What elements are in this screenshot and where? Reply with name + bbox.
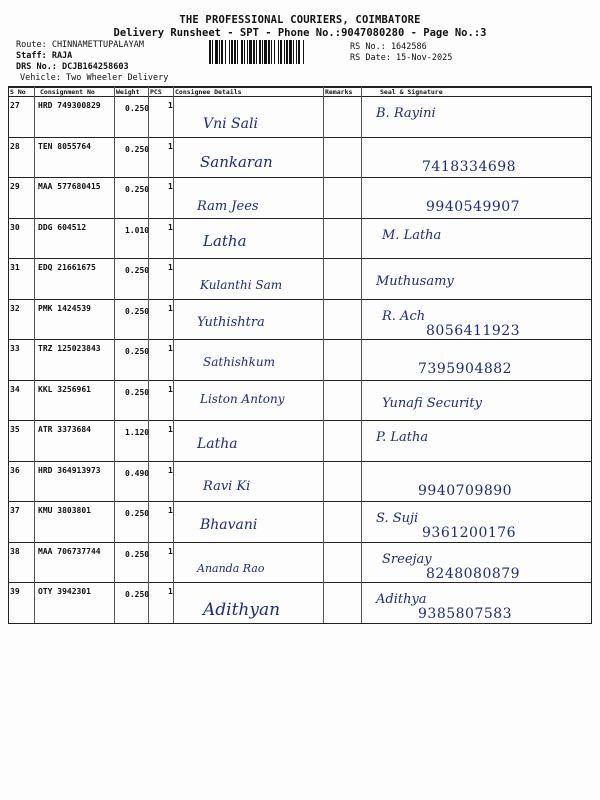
weight-value: 0.250 — [125, 144, 150, 154]
table-row — [8, 339, 592, 379]
barcode-image — [209, 40, 345, 64]
col-header-pcs: PCS — [150, 88, 162, 96]
table-top-border — [8, 86, 592, 88]
consignee-name-handwritten: Yuthishtra — [197, 314, 265, 330]
recipient-phone-handwritten: 9940709890 — [418, 482, 513, 499]
pcs-value: 1 — [168, 465, 173, 475]
col-header-consignment: Consignment No — [40, 88, 95, 96]
recipient-signature: R. Ach — [382, 308, 426, 324]
table-row — [8, 420, 592, 460]
consignee-name-handwritten: Ravi Ki — [203, 478, 251, 494]
consignee-name-handwritten: Latha — [197, 436, 238, 452]
pcs-value: 1 — [168, 222, 173, 232]
consignee-name-handwritten: Liston Antony — [200, 391, 285, 406]
consignment-number: HRD 749300829 — [38, 101, 101, 110]
barcode-bar — [304, 40, 305, 64]
rs-date: RS Date: 15-Nov-2025 — [350, 53, 453, 63]
staff-label: Staff: RAJA — [16, 51, 73, 61]
consignment-number: HRD 364913973 — [38, 465, 101, 475]
recipient-signature: S. Suji — [376, 511, 419, 526]
col-header-sno: S No — [10, 88, 26, 96]
weight-value: 0.250 — [125, 306, 150, 316]
weight-value: 1.120 — [125, 428, 150, 437]
consignee-name-handwritten: Kulanthi Sam — [200, 278, 283, 292]
vehicle-label: Vehicle: Two Wheeler Delivery — [20, 73, 169, 83]
consignee-name-handwritten: Adithyan — [203, 600, 281, 620]
table-row — [8, 380, 592, 420]
route-label: Route: CHINNAMETTUPALAYAM — [16, 40, 144, 50]
row-divider — [8, 623, 592, 624]
consignee-name-handwritten: Ram Jees — [197, 199, 259, 214]
pcs-value: 1 — [168, 384, 173, 394]
consignment-number: MAA 577680415 — [38, 182, 101, 191]
consignment-number: EDQ 21661675 — [38, 263, 96, 272]
table-row — [8, 582, 592, 622]
table-row — [8, 501, 592, 541]
pcs-value: 1 — [168, 546, 173, 556]
consignee-name-handwritten: Ananda Rao — [197, 561, 265, 575]
recipient-signature: B. Rayini — [376, 106, 436, 121]
recipient-signature: M. Latha — [382, 227, 442, 243]
recipient-phone-handwritten: 9385807583 — [418, 606, 513, 622]
pcs-value: 1 — [168, 425, 173, 434]
table-row — [8, 177, 592, 217]
row-sno: 33 — [10, 344, 20, 353]
row-sno: 34 — [10, 384, 20, 394]
consignment-number: PMK 1424539 — [38, 303, 91, 313]
pcs-value: 1 — [168, 344, 173, 353]
weight-value: 0.250 — [125, 590, 150, 599]
table-row — [8, 96, 592, 136]
col-header-remarks: Remarks — [325, 88, 353, 96]
pcs-value: 1 — [168, 263, 173, 272]
pcs-value: 1 — [168, 101, 173, 110]
table-row — [8, 258, 592, 298]
row-sno: 28 — [10, 141, 20, 151]
recipient-signature: P. Latha — [376, 430, 429, 445]
recipient-phone-handwritten: 8248080879 — [426, 565, 521, 582]
table-row — [8, 461, 592, 501]
table-row — [8, 137, 592, 177]
weight-value: 0.250 — [125, 185, 150, 194]
row-sno: 29 — [10, 182, 20, 191]
weight-value: 0.250 — [125, 509, 150, 518]
row-sno: 38 — [10, 546, 20, 556]
pcs-value: 1 — [168, 141, 173, 151]
row-sno: 30 — [10, 222, 20, 232]
weight-value: 0.250 — [125, 549, 150, 559]
col-header-weight: Weight — [116, 88, 140, 96]
weight-value: 0.250 — [125, 266, 150, 275]
consignee-name-handwritten: Latha — [203, 231, 247, 250]
consignee-name-handwritten: Vni Sali — [203, 116, 258, 132]
pcs-value: 1 — [168, 506, 173, 515]
consignment-number: MAA 706737744 — [38, 546, 101, 556]
table-row — [8, 299, 592, 339]
row-sno: 37 — [10, 506, 20, 515]
row-sno: 32 — [10, 303, 20, 313]
consignee-name-handwritten: Sankaran — [200, 152, 273, 171]
consignee-name-handwritten: Bhavani — [200, 517, 258, 533]
recipient-phone-handwritten: 8056411923 — [426, 322, 521, 339]
consignment-number: TRZ 125023843 — [38, 344, 101, 353]
recipient-phone-handwritten: 9940549907 — [426, 199, 521, 215]
pcs-value: 1 — [168, 587, 173, 596]
pcs-value: 1 — [168, 303, 173, 313]
weight-value: 0.250 — [125, 104, 150, 113]
consignment-number: OTY 3942301 — [38, 587, 91, 596]
recipient-signature: Sreejay — [382, 551, 432, 567]
table-row — [8, 218, 592, 258]
company-title: THE PROFESSIONAL COURIERS, COIMBATORE — [179, 14, 421, 26]
runsheet-subtitle: Delivery Runsheet - SPT - Phone No.:9047080280 - Page No.:3 — [113, 27, 487, 39]
weight-value: 0.250 — [125, 387, 150, 397]
consignee-name-handwritten: Sathishkum — [203, 355, 276, 369]
consignment-number: DDG 604512 — [38, 222, 87, 232]
consignment-number: TEN 8055764 — [38, 141, 91, 151]
weight-value: 0.250 — [125, 347, 150, 356]
row-sno: 31 — [10, 263, 20, 272]
table-row — [8, 542, 592, 582]
col-header-consignee: Consignee Details — [175, 88, 242, 96]
row-sno: 36 — [10, 465, 20, 475]
recipient-signature: Yunafi Security — [382, 395, 482, 411]
weight-value: 1.010 — [125, 225, 150, 235]
pcs-value: 1 — [168, 182, 173, 191]
recipient-signature: Adithya — [376, 592, 427, 607]
consignment-number: KKL 3256961 — [38, 384, 91, 394]
recipient-phone-handwritten: 7418334698 — [422, 158, 517, 175]
weight-value: 0.490 — [125, 468, 150, 478]
recipient-signature: Muthusamy — [376, 274, 454, 289]
consignment-number: KMU 3803801 — [38, 506, 91, 515]
recipient-phone-handwritten: 9361200176 — [422, 525, 517, 541]
row-sno: 39 — [10, 587, 20, 596]
row-sno: 35 — [10, 425, 20, 434]
rs-number: RS No.: 1642586 — [350, 42, 427, 52]
consignment-number: ATR 3373684 — [38, 425, 91, 434]
recipient-phone-handwritten: 7395904882 — [418, 361, 513, 377]
row-sno: 27 — [10, 101, 20, 110]
col-header-seal: Seal & Signature — [380, 88, 443, 96]
drs-label: DRS No.: DCJB164258603 — [16, 62, 129, 72]
